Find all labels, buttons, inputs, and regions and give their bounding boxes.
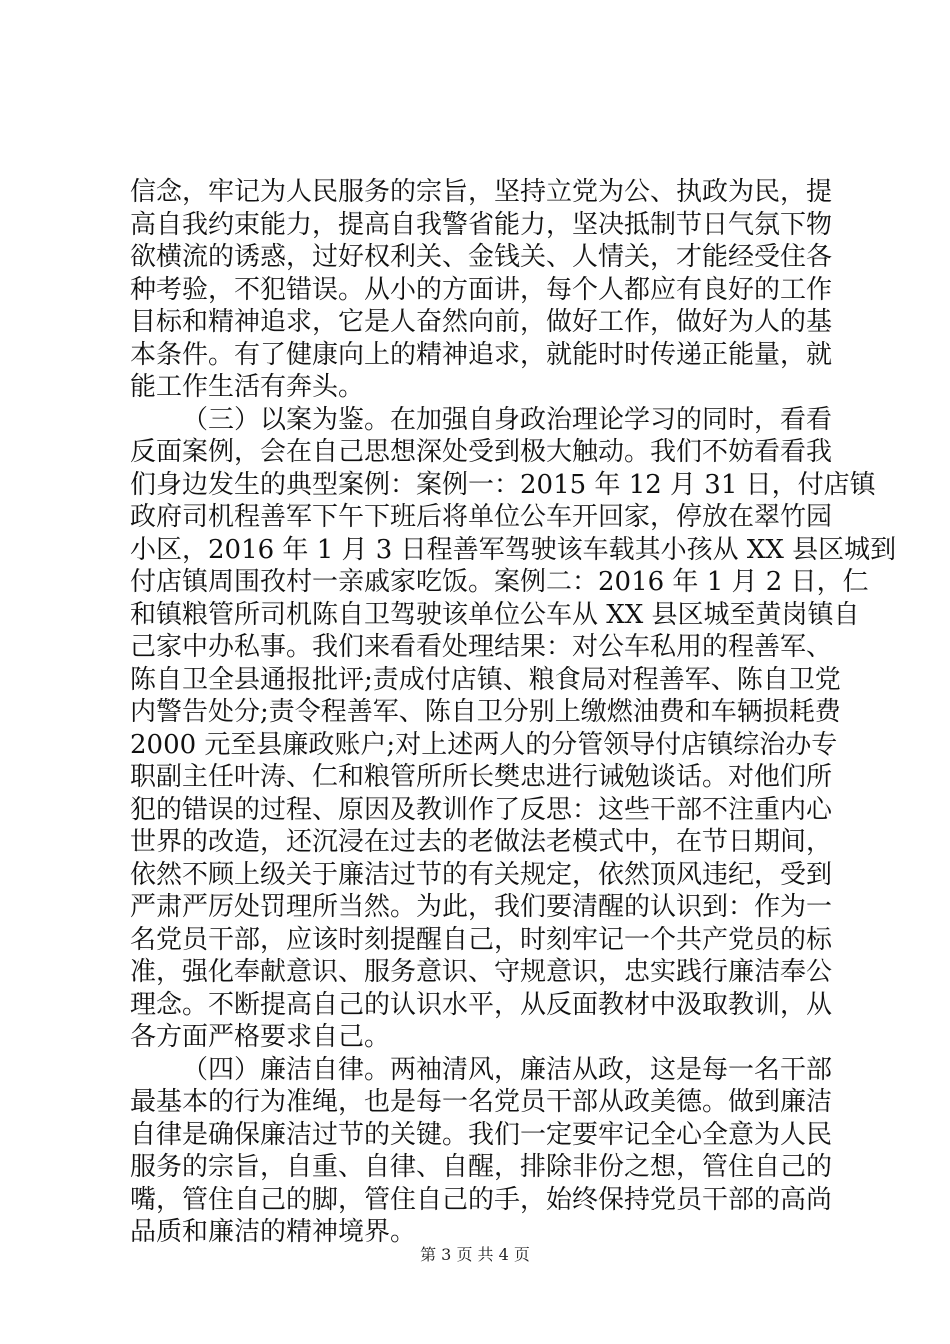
text-line: 政府司机程善军下午下班后将单位公车开回家，停放在翠竹园 xyxy=(130,502,833,532)
text-line: 品质和廉洁的精神境界。 xyxy=(130,1217,417,1247)
text-line: 本条件。有了健康向上的精神追求，就能时时传递正能量，就 xyxy=(130,339,833,370)
text-line: 名党员干部，应该时刻提醒自己，时刻牢记一个共产党员的标 xyxy=(130,924,833,955)
text-line: 们身边发生的典型案例：案例一：2015 年 12 月 31 日，付店镇 xyxy=(130,469,876,500)
text-line: 目标和精神追求，它是人奋然向前，做好工作，做好为人的基 xyxy=(130,307,833,337)
body-text xyxy=(130,176,897,1249)
text-line: 内警告处分;责令程善军、陈自卫分别上缴燃油费和车辆损耗费 xyxy=(130,697,841,727)
text-line: 2000 元至县廉政账户;对上述两人的分管领导付店镇综治办专 xyxy=(130,729,838,760)
text-line: 陈自卫全县通报批评;责成付店镇、粮食局对程善军、陈自卫党 xyxy=(130,664,841,695)
text-line: 准，强化奉献意识、服务意识、守规意识，忠实践行廉洁奉公 xyxy=(130,957,833,987)
text-line: 依然不顾上级关于廉洁过节的有关规定，依然顶风违纪，受到 xyxy=(130,859,833,890)
text-line: 自律是确保廉洁过节的关键。我们一定要牢记全心全意为人民 xyxy=(130,1119,833,1150)
text-line: 职副主任叶涛、仁和粮管所所长樊忠进行诫勉谈话。对他们所 xyxy=(130,762,833,792)
text-line: 最基本的行为准绳，也是每一名党员干部从政美德。做到廉洁 xyxy=(130,1087,833,1117)
text-line: 高自我约束能力，提高自我警省能力，坚决抵制节日气氛下物 xyxy=(130,209,833,240)
text-line: 小区，2016 年 1 月 3 日程善军驾驶该车载其小孩从 XX 县区城到 xyxy=(130,534,897,565)
text-line: 世界的改造，还沉浸在过去的老做法老模式中，在节日期间， xyxy=(130,827,833,857)
text-line: 能工作生活有奔头。 xyxy=(130,372,365,402)
section-heading-line: （三）以案为鉴。在加强自身政治理论学习的同时，看看 xyxy=(182,404,833,435)
page-number-footer: 第 3 页 共 4 页 xyxy=(420,1245,530,1264)
text-line: 犯的错误的过程、原因及教训作了反思：这些干部不注重内心 xyxy=(130,794,833,825)
text-line: 信念，牢记为人民服务的宗旨，坚持立党为公、执政为民，提 xyxy=(130,177,833,207)
text-line: 己家中办私事。我们来看看处理结果：对公车私用的程善军、 xyxy=(130,632,833,662)
section-heading-line: （四）廉洁自律。两袖清风，廉洁从政，这是每一名干部 xyxy=(182,1054,833,1085)
text-line: 理念。不断提高自己的认识水平，从反面教材中汲取教训，从 xyxy=(130,989,833,1020)
text-line: 反面案例，会在自己思想深处受到极大触动。我们不妨看看我 xyxy=(130,437,833,467)
text-line: 付店镇周围孜村一亲戚家吃饭。案例二：2016 年 1 月 2 日，仁 xyxy=(130,567,869,597)
text-line: 各方面严格要求自己。 xyxy=(130,1022,391,1052)
text-line: 种考验，不犯错误。从小的方面讲，每个人都应有良好的工作 xyxy=(130,274,833,305)
text-line: 服务的宗旨，自重、自律、自醒，排除非份之想，管住自己的 xyxy=(130,1152,833,1182)
text-line: 嘴，管住自己的脚，管住自己的手，始终保持党员干部的高尚 xyxy=(130,1184,833,1215)
text-line: 和镇粮管所司机陈自卫驾驶该单位公车从 XX 县区城至黄岗镇自 xyxy=(130,599,860,630)
text-line: 严肃严厉处罚理所当然。为此，我们要清醒的认识到：作为一 xyxy=(130,892,833,922)
text-line: 欲横流的诱惑，过好权利关、金钱关、人情关，才能经受住各 xyxy=(130,242,833,272)
